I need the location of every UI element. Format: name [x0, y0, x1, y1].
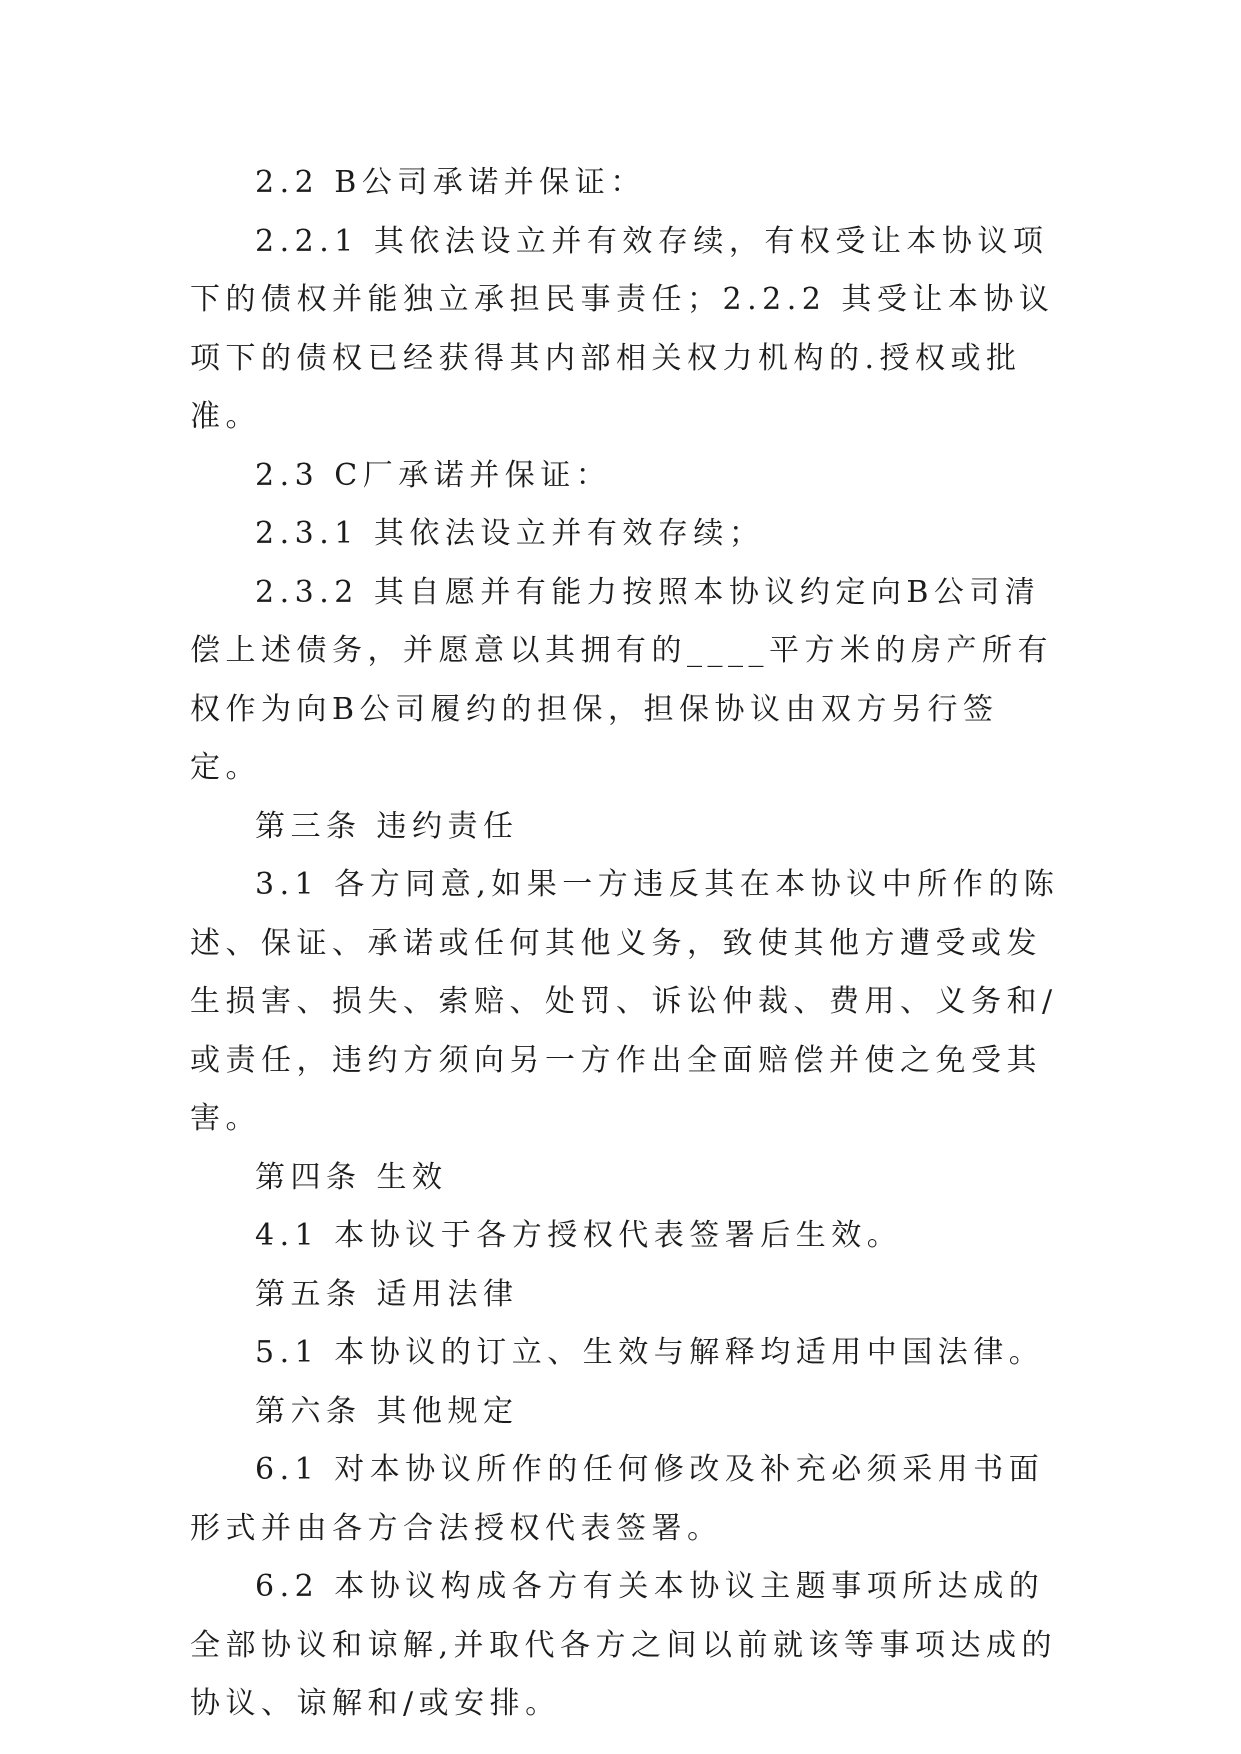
paragraph-2-3-heading: 2.3 C厂承诺并保证： — [255, 457, 612, 493]
article-3-heading: 第三条 违约责任 — [255, 808, 519, 844]
paragraph-5-1: 5.1 本协议的订立、生效与解释均适用中国法律。 — [255, 1335, 1045, 1370]
article-4-heading: 第四条 生效 — [255, 1159, 448, 1195]
paragraph-2-3-2: 2.3.2 其自愿并有能力按照本协议约定向B公司清偿上述债务，并愿意以其拥有的____平方米的房产所有权作为向B公司履约的担保，担保协议由双方另行签定。 — [190, 574, 1053, 785]
paragraph-2-3-1: 2.3.1 其依法设立并有效存续； — [255, 516, 765, 551]
paragraph-2-2-1: 2.2.1 其依法设立并有效存续，有权受让本协议项下的债权并能独立承担民事责任；2.2.2 其受让本协议项下的债权已经获得其内部相关权力机构的.授权或批准。 — [190, 223, 1055, 434]
article-5-heading: 第五条 适用法律 — [255, 1276, 519, 1312]
paragraph-4-1: 4.1 本协议于各方授权代表签署后生效。 — [255, 1218, 903, 1253]
document-body — [190, 154, 1060, 1734]
paragraph-2-2-heading: 2.2 B公司承诺并保证： — [255, 165, 646, 200]
paragraph-6-2: 6.2 本协议构成各方有关本协议主题事项所达成的全部协议和谅解,并取代各方之间以前就该等事项达成的协议、谅解和/或安排。 — [190, 1569, 1058, 1721]
paragraph-3-1: 3.1 各方同意,如果一方违反其在本协议中所作的陈述、保证、承诺或任何其他义务，致使其他方遭受或发生损害、损失、索赔、处罚、诉讼仲裁、费用、义务和/或责任，违约方须向另一方作出全面赔偿并使之免受其害。 — [190, 867, 1060, 1136]
paragraph-6-1: 6.1 对本协议所作的任何修改及补充必须采用书面形式并由各方合法授权代表签署。 — [190, 1452, 1045, 1546]
article-6-heading: 第六条 其他规定 — [255, 1393, 519, 1429]
